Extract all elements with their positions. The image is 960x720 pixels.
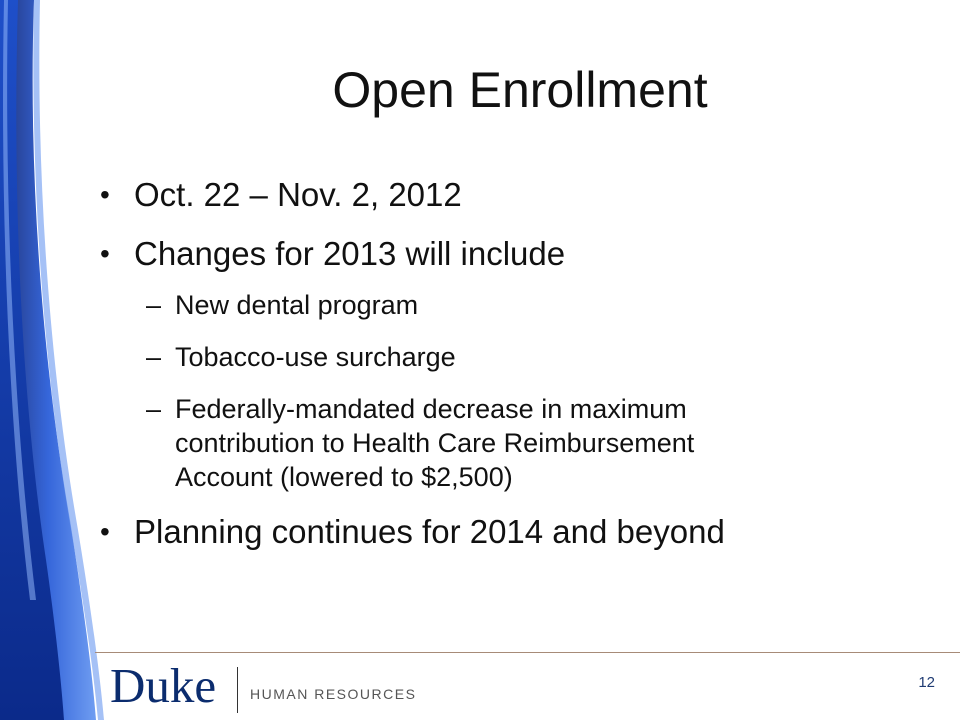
- page-number: 12: [918, 674, 935, 691]
- dash-glyph: –: [146, 290, 162, 320]
- sub-bullet-item: [100, 288, 860, 322]
- sub-bullet-line: Account (lowered to $2,500): [175, 462, 513, 492]
- bullet-text: Oct. 22 – Nov. 2, 2012: [134, 176, 462, 213]
- bullet-text: Planning continues for 2014 and beyond: [134, 513, 725, 550]
- slide-title: Open Enrollment: [332, 62, 708, 118]
- duke-wordmark: Duke: [110, 658, 217, 713]
- bullet-text: Changes for 2013 will include: [134, 235, 566, 272]
- bullet-glyph: •: [100, 238, 110, 269]
- dash-glyph: –: [146, 342, 162, 372]
- sub-bullet-text: New dental program: [175, 290, 419, 320]
- bullet-list: [100, 175, 860, 552]
- bullet-glyph: •: [100, 179, 110, 210]
- logo-separator: [237, 667, 238, 713]
- sub-bullet-line: contribution to Health Care Reimbursement: [175, 428, 695, 458]
- sub-bullet-item: [100, 392, 860, 494]
- dash-glyph: –: [146, 394, 162, 424]
- footer-divider: [95, 652, 960, 653]
- bullet-item: [100, 512, 860, 552]
- bullet-item: [100, 175, 860, 215]
- sub-bullet-item: [100, 340, 860, 374]
- logo-subtitle: HUMAN RESOURCES: [250, 686, 417, 702]
- bullet-glyph: •: [100, 516, 110, 547]
- sub-bullet-text: Tobacco-use surcharge: [175, 342, 456, 372]
- bullet-item: [100, 234, 860, 274]
- sub-bullet-line: Federally-mandated decrease in maximum: [175, 394, 687, 424]
